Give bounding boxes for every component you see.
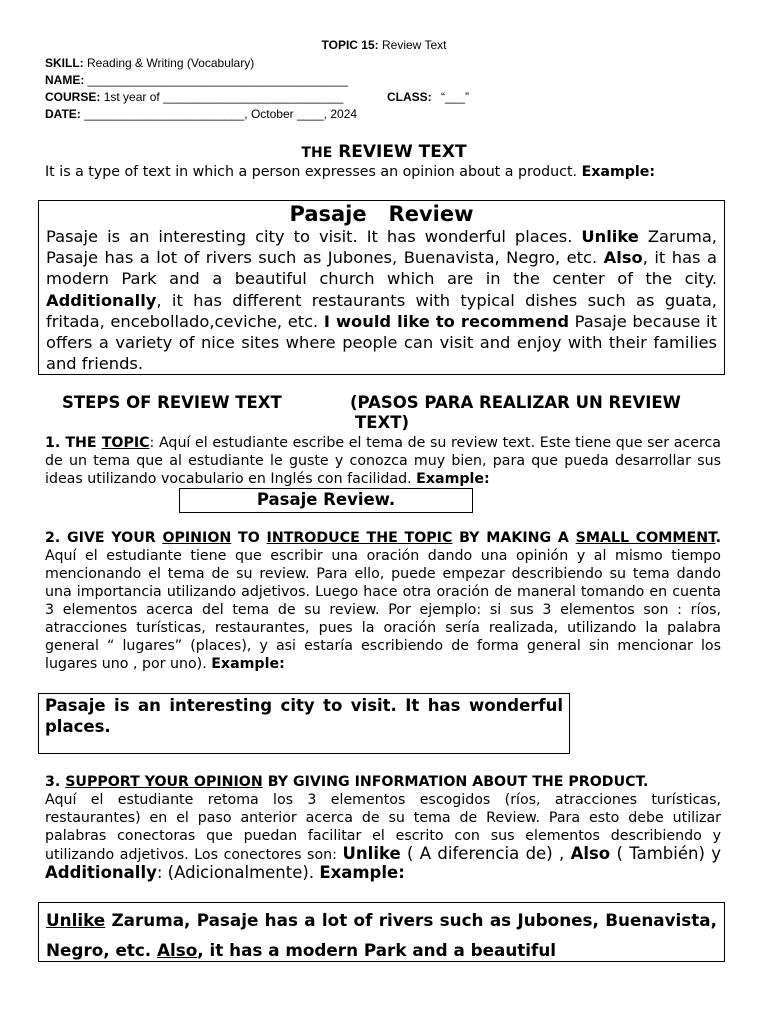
steps-heading-right2: TEXT) (355, 413, 410, 432)
step-3-box-sentence-2: , it has a modern Park and a beautiful (197, 940, 557, 960)
step-2-dot: . (715, 530, 721, 546)
step-3-example-box (38, 902, 725, 962)
step-3-additionally-es: : (Adicionalmente). (156, 863, 320, 882)
topic-line (0, 38, 768, 52)
review-sentence-1: Pasaje is an interesting city to visit. It has wonderful places. (46, 227, 582, 246)
topic-value: Review Text (382, 38, 447, 52)
course-label: COURSE: (45, 90, 101, 104)
step-3-box-sentence-1: Zaruma, Pasaje has a lot of rivers such as Jubones, Buenavista, Negro, etc. (46, 910, 717, 960)
step-2-to: TO (231, 530, 267, 546)
step-3-box-also: Also (157, 940, 198, 960)
name-blank: _______________________________________ (87, 73, 348, 87)
definition-text: It is a type of text in which a person expresses an opinion about a product. (45, 164, 578, 180)
step-2-by: BY MAKING A (452, 530, 576, 546)
step-2-text: Aquí el estudiante tiene que escribir una oración dando una opinión y al mismo tiempo mencionando el tema de su review. Para ello, puede empezar describiendo su tema dando una importancia utilizando adjetivos. Luego hace otra oración de maneral tomando en cuenta 3 elementos acerca del tema de su review. Por ejemplo: si sus 3 elementos son : ríos, atracciones turísticas, restaurantes, pues la oración sería realizada, utilizando la palabra general “ lugares” (places), y asi estaría escribiendo de forma general sin mencionar los lugares uno , por uno). (45, 548, 721, 672)
review-sentence-4: , it has different restaurants with typical dishes such as guata, fritada, encebollado,ceviche, etc. (46, 290, 717, 331)
step-3-unlike: Unlike (342, 844, 401, 863)
step-3-support: SUPPORT YOUR OPINION (65, 774, 263, 790)
date-value: ________________________, October ____, 2024 (84, 107, 358, 121)
step-2 (45, 529, 721, 673)
step-3-box-unlike: Unlike (46, 910, 106, 930)
date-label: DATE: (45, 107, 81, 121)
name-line (45, 73, 348, 87)
course-value: 1st year of ___________________________ (103, 90, 344, 104)
example-review-title: Pasaje Review (289, 202, 474, 226)
step-2-small-comment: SMALL COMMENT (575, 530, 716, 546)
skill-line (45, 56, 254, 70)
skill-label: SKILL: (45, 56, 84, 70)
page-title (0, 142, 768, 162)
definition (45, 163, 721, 181)
step-3-example-label: Example: (319, 863, 405, 882)
step-1-example-text: Pasaje Review. (256, 490, 396, 509)
step-3-also: Also (570, 844, 611, 863)
review-sentence-3: , it has a modern Park and a beautiful church which are in the center of the city. (46, 248, 717, 289)
definition-example-label: Example: (581, 164, 656, 180)
step-1 (45, 434, 721, 488)
connector-also: Also (603, 248, 643, 268)
class-value: “___” (441, 90, 470, 104)
title-prefix: THE (301, 145, 333, 161)
example-review-box (38, 200, 725, 375)
title-main: REVIEW TEXT (338, 142, 467, 162)
step-3-unlike-es: ( A diferencia de) , (400, 844, 571, 863)
connector-unlike: Unlike (581, 227, 639, 246)
step-3-heading-rest: BY GIVING INFORMATION ABOUT THE PRODUCT. (262, 774, 649, 790)
step-3-also-es: ( También) y (610, 844, 721, 863)
name-label: NAME: (45, 73, 85, 87)
step-2-opinion: OPINION (162, 530, 232, 546)
step-1-example-box (179, 488, 473, 513)
review-sentence-2: Zaruma, Pasaje has a lot of rivers such as Jubones, Buenavista, Negro, etc. (46, 227, 717, 268)
example-review-body (39, 226, 724, 374)
step-1-example-label: Example: (416, 471, 490, 487)
step-2-number: 2. GIVE YOUR (45, 530, 163, 546)
step-3-additionally: Additionally (45, 863, 157, 882)
steps-heading-left: STEPS OF REVIEW TEXT (62, 393, 282, 412)
step-3-text: Aquí el estudiante retoma los 3 elementos escogidos (ríos, atracciones turísticas, restaurantes) en el paso anterior acerca de su tema de Review. Para esto debe utilizar palabras conectoras que puedan facilitar el escrito con sus elementos describiendo y utilizando adjetivos. Los conectores son: (45, 792, 721, 863)
date-line (45, 107, 357, 121)
connector-additionally: Additionally (46, 290, 157, 310)
step-2-example-text: Pasaje is an interesting city to visit. It has wonderful places. (45, 696, 563, 736)
step-1-text: : Aquí el estudiante escribe el tema de su review text. Este tiene que ser acerca de un tema que al estudiante le guste y conozca muy bien, para que pueda desarrollar sus ideas utilizando vocabulario en Inglés con facilidad. (45, 435, 721, 487)
step-3 (45, 773, 721, 883)
steps-heading-right: (PASOS PARA REALIZAR UN REVIEW (350, 393, 681, 412)
step-2-example-label: Example: (211, 656, 285, 672)
topic-label: TOPIC 15: (321, 38, 379, 52)
step-3-number: 3. (45, 774, 66, 790)
step-1-number: 1. THE (45, 435, 102, 451)
step-2-introduce: INTRODUCE THE TOPIC (266, 530, 453, 546)
steps-heading-es (350, 393, 720, 433)
class-line (387, 90, 469, 104)
connector-recommend: I would like to recommend (323, 311, 570, 331)
review-sentence-5: Pasaje because it offers a variety of nice sites where people can visit and enjoy with their families and friends. (46, 311, 717, 374)
course-line (45, 90, 343, 104)
step-1-topic: TOPIC (101, 435, 150, 451)
skill-value: Reading & Writing (Vocabulary) (87, 56, 255, 70)
class-label: CLASS: (387, 90, 432, 104)
steps-heading (62, 393, 282, 412)
step-2-example-box (38, 693, 570, 754)
